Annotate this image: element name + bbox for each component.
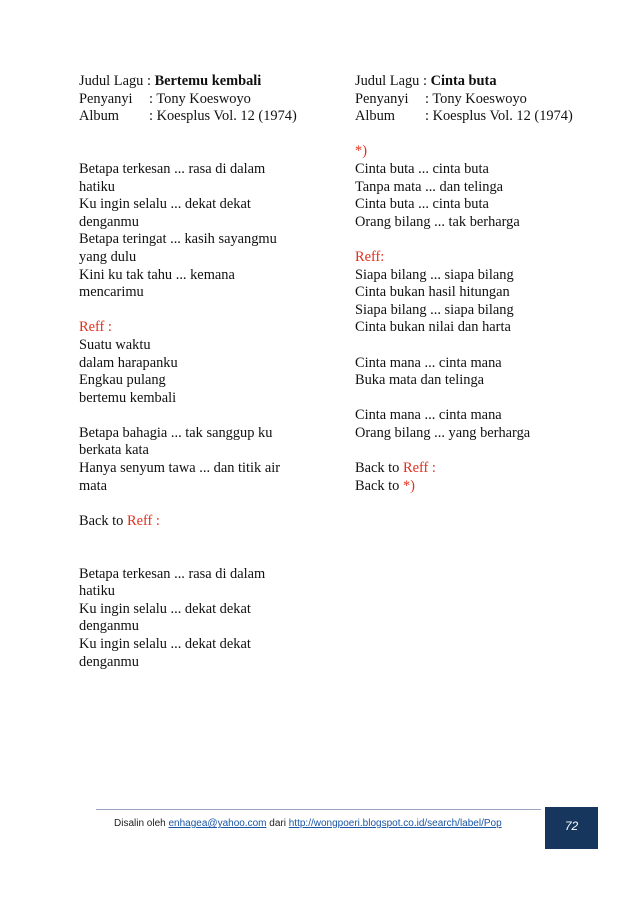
lyric-line: Ku ingin selalu ... dekat dekat — [79, 600, 251, 617]
verse-marker: *) — [355, 143, 367, 160]
back-to-marker — [355, 478, 615, 496]
reff-lyrics — [79, 337, 319, 407]
album-row — [355, 108, 615, 126]
lyric-line: Hanya senyum tawa ... dan titik air — [79, 460, 281, 477]
song-title-row — [355, 73, 615, 91]
lyric-line: Betapa terkesan ... rasa di dalam — [79, 160, 266, 177]
title-label: Judul Lagu : — [79, 73, 151, 89]
verse-2 — [79, 425, 319, 495]
title-label: Judul Lagu : — [355, 73, 427, 89]
lyric-line: Kini ku tak tahu ... kemana — [79, 266, 235, 283]
copied-by-text: Disalin oleh — [114, 818, 166, 829]
verse-2 — [355, 355, 615, 390]
back-to-text: Back to — [355, 460, 400, 477]
lyric-line: berkata kata — [79, 442, 149, 459]
reff-label: Reff : — [79, 319, 112, 336]
lyric-line: Betapa terkesan ... rasa di dalam — [79, 565, 266, 582]
lyric-line: Betapa teringat ... kasih sayangmu — [79, 231, 277, 248]
page-number: 72 — [564, 819, 579, 833]
lyric-line: Cinta bukan hasil hitungan — [355, 284, 510, 301]
footer-credit — [114, 818, 502, 829]
email-link[interactable]: enhagea@yahoo.com — [168, 818, 267, 829]
back-to-text: Back to — [79, 512, 124, 529]
lyric-line: dalam harapanku — [79, 354, 178, 371]
reff-lyrics — [355, 267, 615, 337]
verse-3 — [79, 566, 319, 672]
back-to-reff — [355, 460, 615, 478]
lyric-line: Cinta mana ... cinta mana — [355, 407, 502, 424]
lyric-line: hatiku — [79, 178, 115, 195]
lyric-line: Tanpa mata ... dan telinga — [355, 178, 504, 195]
lyric-line: Buka mata dan telinga — [355, 372, 485, 389]
back-to-text: Back to — [355, 477, 400, 494]
song-title: Cinta buta — [430, 73, 497, 89]
footer-divider — [96, 809, 541, 810]
album-label: Album — [355, 108, 395, 125]
lyric-line: Cinta bukan nilai dan harta — [355, 319, 511, 336]
lyric-line: Orang bilang ... yang berharga — [355, 424, 531, 441]
lyric-line: Ku ingin selalu ... dekat dekat — [79, 196, 251, 213]
lyric-line: Engkau pulang — [79, 372, 166, 389]
song-title: Bertemu kembali — [154, 73, 262, 89]
back-to-reff — [79, 513, 319, 531]
lyric-line: Siapa bilang ... siapa bilang — [355, 266, 514, 283]
source-url-link[interactable]: http://wongpoeri.blogspot.co.id/search/label/Pop — [288, 818, 502, 829]
singer-value: : Tony Koeswoyo — [425, 90, 527, 107]
verse-3 — [355, 407, 615, 442]
lyric-line: Cinta buta ... cinta buta — [355, 196, 489, 213]
lyric-line: Cinta mana ... cinta mana — [355, 354, 502, 371]
lyric-line: Ku ingin selalu ... dekat dekat — [79, 636, 251, 652]
back-reff-text: Reff : — [126, 512, 160, 529]
lyric-line: Cinta buta ... cinta buta — [355, 160, 489, 177]
singer-label: Penyanyi — [79, 90, 133, 107]
from-text: dari — [269, 818, 286, 829]
lyric-line: mencarimu — [79, 284, 144, 301]
lyric-line: mata — [79, 477, 107, 494]
lyric-line: yang dulu — [79, 248, 137, 265]
lyric-line: denganmu — [79, 618, 139, 635]
lyric-line: Siapa bilang ... siapa bilang — [355, 301, 514, 318]
page-number-box — [545, 807, 598, 849]
singer-label: Penyanyi — [355, 90, 409, 107]
reff-label: Reff: — [355, 248, 385, 265]
lyric-line: hatiku — [79, 583, 115, 600]
back-marker-text: *) — [402, 477, 415, 494]
lyric-line: Betapa bahagia ... tak sanggup ku — [79, 424, 273, 441]
back-reff-text: Reff : — [402, 460, 436, 477]
lyric-line: Suatu waktu — [79, 336, 151, 353]
album-label: Album — [79, 108, 119, 125]
album-value: : Koesplus Vol. 12 (1974) — [149, 108, 297, 125]
verse-1 — [79, 161, 319, 302]
album-value: : Koesplus Vol. 12 (1974) — [425, 108, 573, 125]
song-title-row — [79, 73, 319, 91]
lyric-line: Orang bilang ... tak berharga — [355, 213, 520, 230]
album-row — [79, 108, 319, 126]
song-cinta-buta — [355, 73, 615, 495]
singer-row — [355, 91, 615, 109]
lyric-line: denganmu — [79, 653, 139, 670]
singer-row — [79, 91, 319, 109]
verse-1 — [355, 161, 615, 231]
singer-value: : Tony Koeswoyo — [149, 90, 251, 107]
lyric-line: denganmu — [79, 213, 139, 230]
song-bertemu-kembali — [79, 73, 319, 671]
lyric-line: bertemu kembali — [79, 389, 177, 406]
